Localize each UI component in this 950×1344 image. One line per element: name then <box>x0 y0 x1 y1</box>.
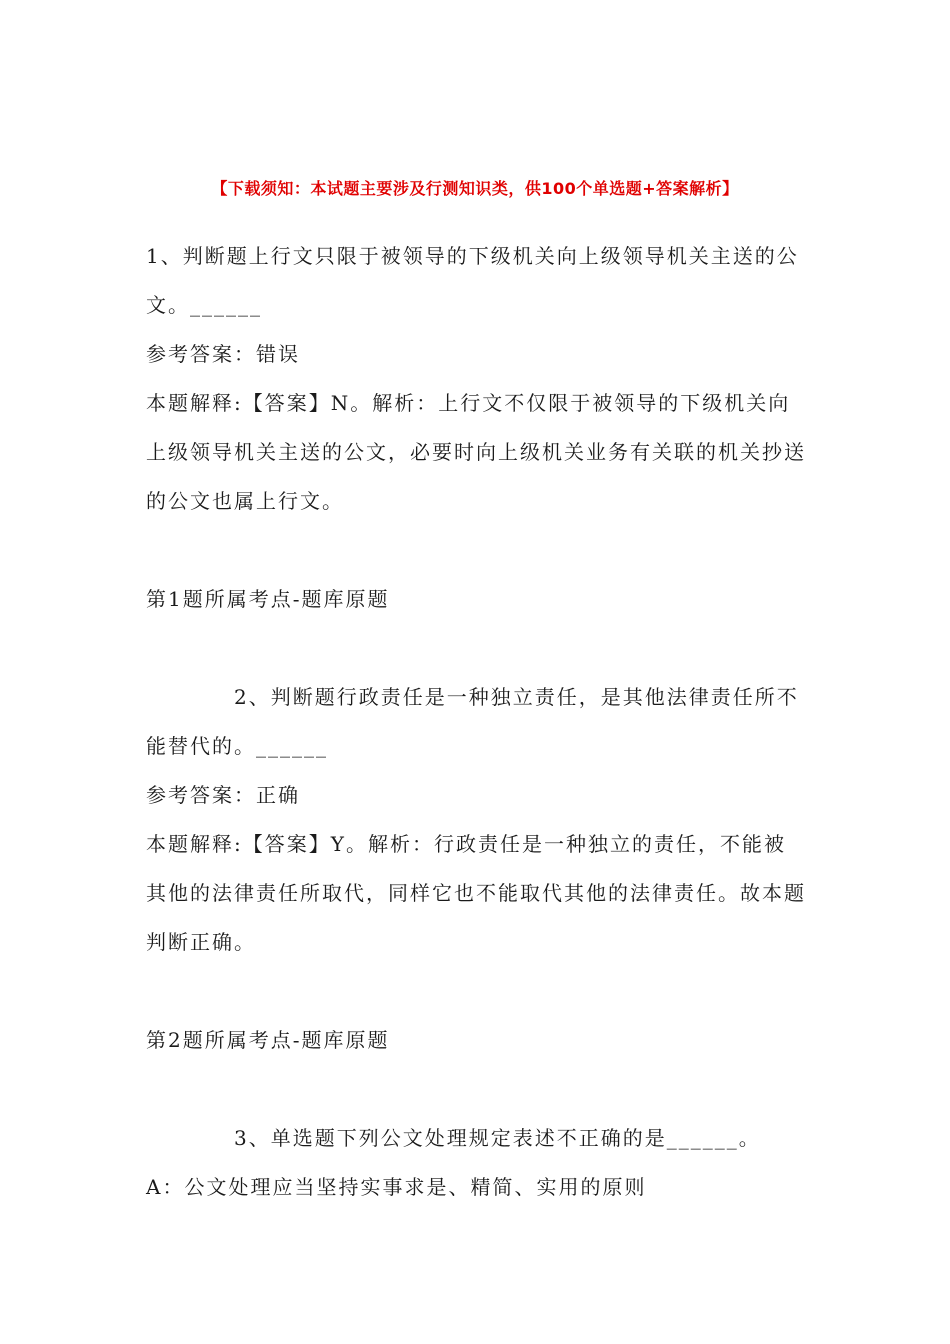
download-notice: 【下载须知：本试题主要涉及行测知识类，供100个单选题+答案解析】 <box>211 179 739 198</box>
spacer <box>146 1065 806 1114</box>
question-1-stem: 1、判断题上行文只限于被领导的下级机关向上级领导机关主送的公文。______ <box>146 244 799 317</box>
spacer <box>146 624 806 673</box>
question-1-explanation: 本题解释:【答案】N。解析：上行文不仅限于被领导的下级机关向上级领导机关主送的公文，必要时向上级机关业务有关联的机关抄送的公文也属上行文。 <box>146 391 806 513</box>
spacer <box>146 967 806 1016</box>
question-3-stem: 3、单选题下列公文处理规定表述不正确的是______。 <box>234 1126 761 1150</box>
question-2-explanation: 本题解释:【答案】Y。解析：行政责任是一种独立的责任，不能被其他的法律责任所取代，同样它也不能取代其他的法律责任。故本题判断正确。 <box>146 832 806 954</box>
question-2-stem: 2、判断题行政责任是一种独立责任，是其他法律责任所不能替代的。______ <box>146 685 799 758</box>
question-content <box>146 232 806 1212</box>
question-1-answer: 参考答案：错误 <box>146 342 300 366</box>
question-3-option-a: A：公文处理应当坚持实事求是、精简、实用的原则 <box>146 1175 647 1199</box>
question-1-category: 第1题所属考点-题库原题 <box>146 587 390 611</box>
question-2-category: 第2题所属考点-题库原题 <box>146 1028 390 1052</box>
question-2-answer: 参考答案：正确 <box>146 783 300 807</box>
spacer <box>146 526 806 575</box>
